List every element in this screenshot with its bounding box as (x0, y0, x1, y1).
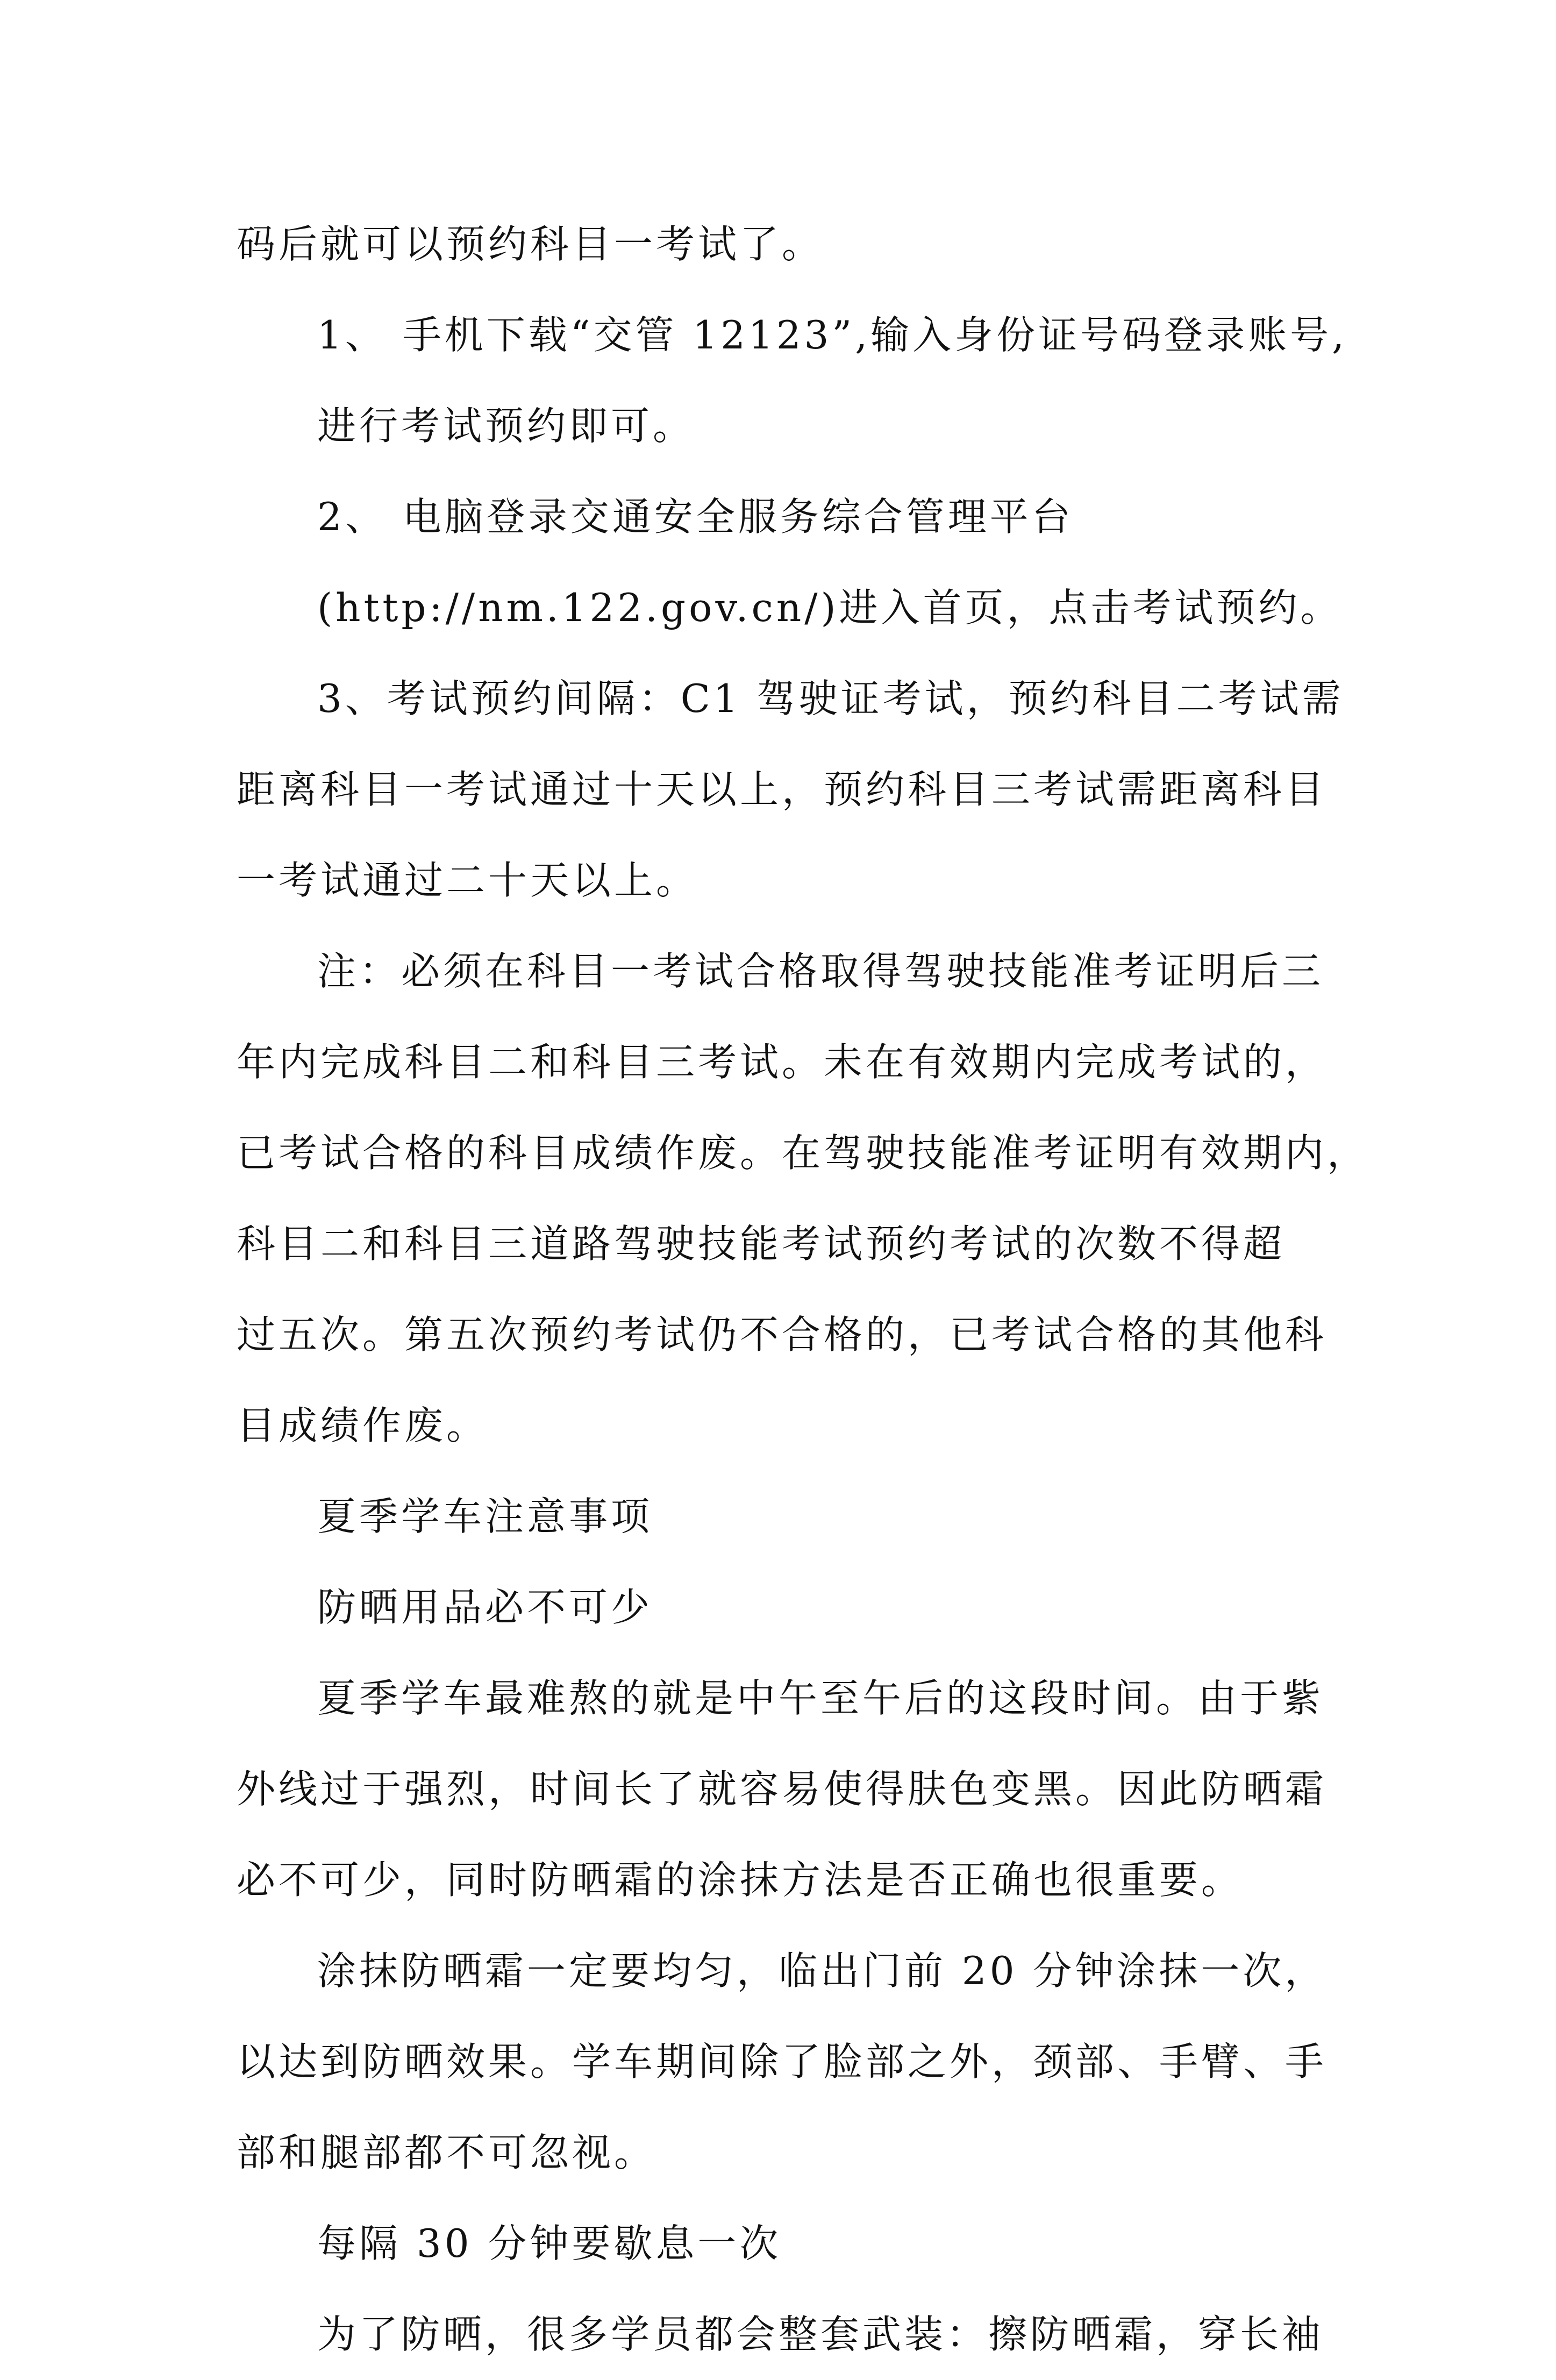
text-line: 3、考试预约间隔：C1 驾驶证考试，预约科目二考试需 (317, 676, 1344, 721)
text-line: 码后就可以预约科目一考试了。 (237, 222, 824, 267)
text-line: 科目二和科目三道路驾驶技能考试预约考试的次数不得超 (237, 1221, 1286, 1266)
text-line: 以达到防晒效果。学车期间除了脸部之外，颈部、手臂、手 (237, 2039, 1327, 2084)
text-line: 年内完成科目二和科目三考试。未在有效期内完成考试的， (237, 1039, 1327, 1085)
text-line: 目成绩作废。 (237, 1403, 489, 1448)
text-line: 过五次。第五次预约考试仍不合格的，已考试合格的其他科 (237, 1312, 1327, 1357)
text-line: 注：必须在科目一考试合格取得驾驶技能准考证明后三 (317, 949, 1324, 994)
subsection-heading: 每隔 30 分钟要歇息一次 (317, 2221, 782, 2266)
text-line: 进行考试预约即可。 (317, 403, 695, 448)
text-line: 1、 手机下载“交管 12123”,输入身份证号码登录账号, (317, 312, 1348, 358)
text-line: 为了防晒，很多学员都会整套武装：擦防晒霜，穿长袖 (317, 2312, 1324, 2357)
text-line: 必不可少，同时防晒霜的涂抹方法是否正确也很重要。 (237, 1857, 1244, 1902)
text-line: 部和腿部都不可忽视。 (237, 2130, 656, 2175)
text-line: 已考试合格的科目成绩作废。在驾驶技能准考证明有效期内， (237, 1130, 1369, 1175)
section-heading: 夏季学车注意事项 (317, 1494, 653, 1539)
text-line: 2、 电脑登录交通安全服务综合管理平台 (317, 494, 1074, 539)
text-line: 外线过于强烈，时间长了就容易使得肤色变黑。因此防晒霜 (237, 1766, 1327, 1812)
text-line: 一考试通过二十天以上。 (237, 858, 698, 903)
document-body (237, 199, 1369, 2380)
text-line: (http://nm.122.gov.cn/)进入首页，点击考试预约。 (317, 585, 1343, 630)
text-line: 距离科目一考试通过十天以上，预约科目三考试需距离科目 (237, 767, 1327, 812)
text-line: 涂抹防晒霜一定要均匀，临出门前 20 分钟涂抹一次， (317, 1948, 1327, 1993)
text-line: 夏季学车最难熬的就是中午至午后的这段时间。由于紫 (317, 1676, 1324, 1721)
subsection-heading: 防晒用品必不可少 (317, 1585, 653, 1630)
